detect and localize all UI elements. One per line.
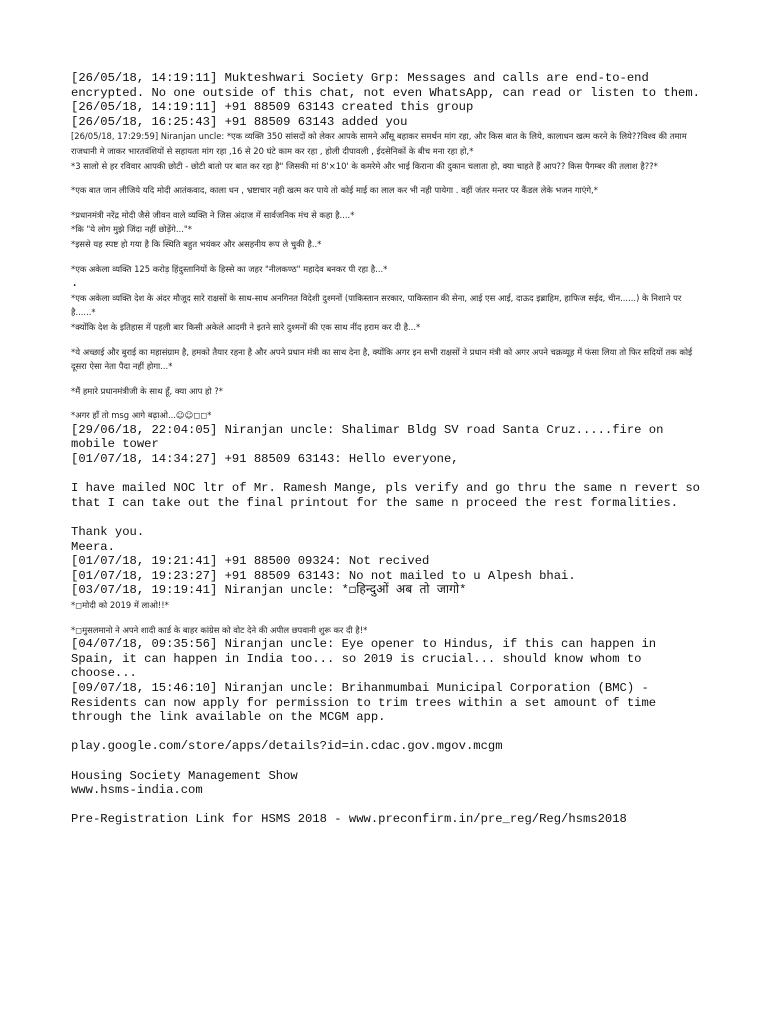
- blank-line: [71, 173, 701, 183]
- blank-line: [71, 754, 701, 769]
- blank-line: [71, 198, 701, 208]
- chat-line: [09/07/18, 15:46:10] Niranjan uncle: Brihanmumbai Municipal Corporation (BMC) - Residents can now apply for permission to trim trees within a set amount of time through the link available on the MCGM app.: [71, 680, 664, 725]
- link-text[interactable]: www.hsms-india.com: [71, 783, 203, 798]
- chat-line: [26/05/18, 16:25:43] +91 88509 63143 added you: [71, 114, 408, 129]
- chat-line: *मैं हमारे प्रधानमंत्रीजी के साथ हूँ, क्या आप हो ?*: [71, 385, 223, 396]
- chat-line: [01/07/18, 19:23:27] +91 88509 63143: No not mailed to u Alpesh bhai.: [71, 568, 576, 583]
- chat-line: [29/06/18, 22:04:05] Niranjan uncle: Shalimar Bldg SV road Santa Cruz.....fire on mobile tower: [71, 422, 671, 452]
- chat-line: *◻मोदी को 2019 में लाओ!!*: [71, 600, 169, 610]
- link-text[interactable]: Pre-Registration Link for HSMS 2018 - www.preconfirm.in/pre_reg/Reg/hsms2018: [71, 812, 627, 827]
- blank-line: [71, 613, 701, 623]
- chat-line: [26/05/18, 17:29:59] Niranjan uncle: *एक व्यक्ति 350 सांसदों को लेकर आपके सामने ऑंसू बहाकर समर्थन मांग रहा, और किस बात के लिये, कालाधन खत्म करने के लिये??विश्व की तमाम राजधानी मे जाकर भारतवंशियों से सहायता मांग रहा ,16 से 20 घंटे काम कर रहा , होली दीपावली , ईदसेनिकों के बीच मना रहा हो,*: [71, 131, 690, 156]
- chat-line: *प्रधानमंत्री नरेंद्र मोदी जैसे जीवन वाले व्यक्ति ने जिस अंदाज में सार्वजनिक मंच से कहा है....*: [71, 209, 355, 220]
- chat-line: *इससे यह स्पष्ट हो गया है कि स्थिति बहुत भयंकर और असहनीय रूप ले चुकी है..*: [71, 238, 322, 249]
- blank-line: [71, 398, 701, 408]
- chat-line: *एक बात जान लीजिये यदि मोदी आतंकवाद, काला धन , भ्रष्टाचार नही खत्म कर पाये तो कोई माई का लाल कर भी नही पायेगा . वहीं जंतर मन्तर पर कैंडल लेके भजन गाएंगे,*: [71, 185, 598, 196]
- chat-line: [01/07/18, 14:34:27] +91 88509 63143: Hello everyone,: [71, 452, 459, 467]
- chat-line: *◻मुसलमानो ने अपने शादी कार्ड के बाहर कांग्रेस को वोट देने की अपील छपवानी शुरू कर दी है!*: [71, 624, 368, 635]
- chat-line: [03/07/18, 19:19:41] Niranjan uncle: *◻हिन्दुओं अब तो जागो*: [71, 583, 467, 598]
- blank-line: [71, 725, 701, 740]
- blank-line: [71, 374, 701, 384]
- chat-line: *एक अकेला व्यक्ति 125 करोड़ हिंदुस्तानियों के हिस्से का जहर "नीलकण्ठ" महादेव बनकर पी रहा है...*: [71, 263, 388, 274]
- chat-line: I have mailed NOC ltr of Mr. Ramesh Mange, pls verify and go thru the same n revert so that I can take out the final printout for the same n proceed the rest formalities.: [71, 481, 708, 510]
- blank-line: [71, 798, 701, 813]
- chat-line: *एक अकेला व्यक्ति देश के अंदर मौजूद सारे राक्षसों के साथ-साथ अनगिनत विदेशी दुश्मनों (पाकिस्तान सरकार, पाकिस्तान की सेना, आई एस आई, दाऊद इब्राहिम, हाफिज सईद, चीन......) के निशाने पर है......*: [71, 292, 684, 318]
- chat-line: [26/05/18, 14:19:11] +91 88509 63143 created this group: [71, 100, 474, 115]
- link-text[interactable]: play.google.com/store/apps/details?id=in.cdac.gov.mgov.mcgm: [71, 739, 503, 754]
- chat-line: Thank you.: [71, 525, 145, 540]
- chat-line: .: [71, 276, 79, 291]
- chat-line: *3 सालो से हर रविवार आपकी छोटी - छोटी बातो पर बात कर रहा है" जिसकी मां 8'×10' के कमरेमे और भाई किराना की दुकान चलाता हो, क्या चाहते हैं आप?? किस पैगम्बर की तलाश है??*: [71, 160, 658, 171]
- chat-transcript: [71, 71, 708, 827]
- blank-line: [71, 467, 701, 482]
- chat-line: Housing Society Management Show: [71, 768, 298, 783]
- chat-line: *क्योंकि देश के इतिहास में पहली बार किसी अकेले आदमी ने इतने सारे दुश्मनों की एक साथ नींद हराम कर दी है...*: [71, 321, 421, 332]
- chat-line: Meera.: [71, 539, 115, 554]
- chat-line: [26/05/18, 14:19:11] Mukteshwari Society Grp: Messages and calls are end-to-end encrypted. No one outside of this chat, not even WhatsApp, can read or listen to them.: [71, 71, 700, 100]
- chat-line: *कि "ये लोग मुझे जिंदा नहीं छोड़ेंगे..."*: [71, 224, 192, 235]
- chat-line: [01/07/18, 19:21:41] +91 88500 09324: Not recived: [71, 554, 430, 569]
- chat-line: *ये अच्छाई और बुराई का महासंग्राम है, हमको तैयार रहना है और अपने प्रधान मंत्री का साथ देना है, क्योंकि अगर इन सभी राक्षसों ने प्रधान मंत्री को अगर अपने चक्रव्यूह में फंसा लिया तो फिर सदियों तक कोई दूसरा ऐसा नेता पैदा नहीं होगा...*: [71, 346, 695, 372]
- chat-line: [04/07/18, 09:35:56] Niranjan uncle: Eye opener to Hindus, if this can happen in Spain, it can happen in India too... so 2019 is crucial... should know whom to choose...: [71, 637, 664, 681]
- blank-line: [71, 335, 701, 345]
- blank-line: [71, 252, 701, 262]
- chat-line: *अगर हाँ तो msg आगे बढ़ाओ...☺☺◻◻*: [71, 410, 212, 421]
- blank-line: [71, 510, 701, 525]
